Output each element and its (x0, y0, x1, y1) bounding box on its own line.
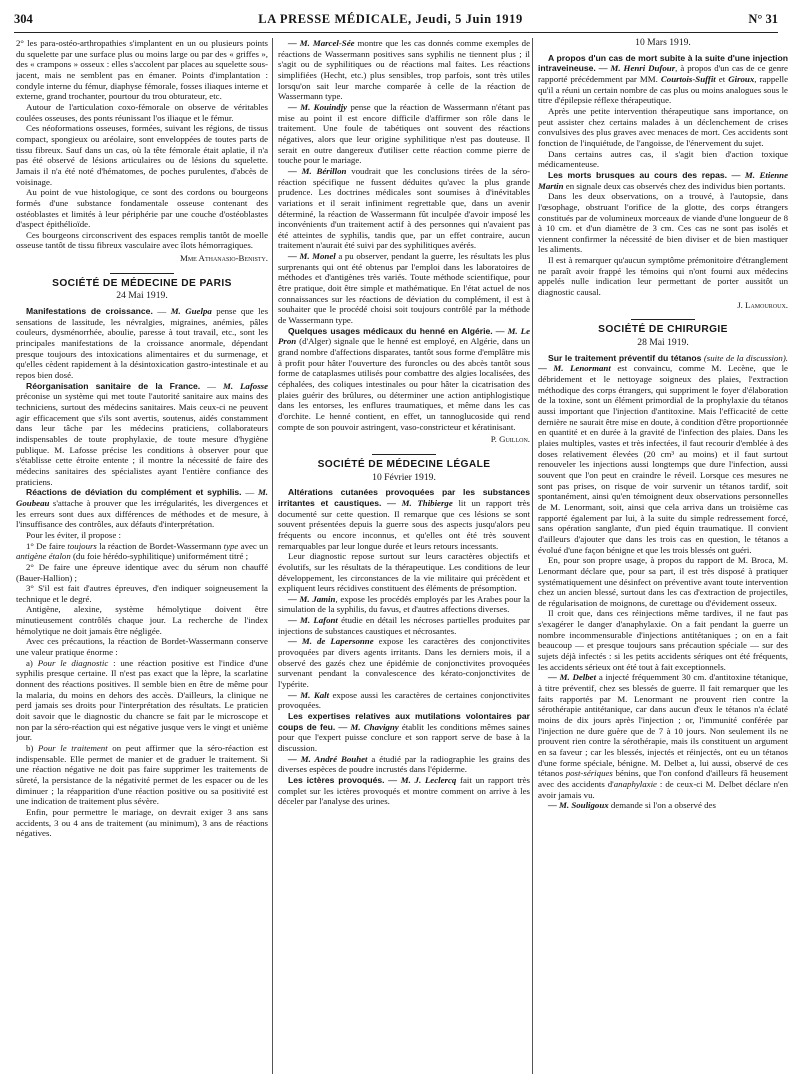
paragraph-text: a étudié par la radiographie les grains des diverses espèces de poudre incrustés dans l'épiderme. (278, 753, 530, 775)
paragraph: Dans certains autres cas, il s'agit bien d'action toxique médicamenteuse. (538, 148, 788, 170)
topic-heading: Altérations cutanées provoquées par les substances irritantes et caustiques. (278, 487, 530, 508)
author-name: — M. Lenormant (538, 363, 611, 374)
section-title: SOCIÉTÉ DE CHIRURGIE (598, 324, 728, 336)
page-number: 304 (14, 12, 33, 26)
paragraph: Pour les éviter, il propose : (26, 529, 121, 540)
paragraph-text: expose aussi les caractères de certaines conjonctivites provoquées. (278, 689, 530, 711)
paragraph (538, 53, 788, 106)
italic-text: toujours (67, 540, 97, 551)
paragraph: Après une petite intervention thérapeutique sans importance, on peut assister chez certains malades à un déclenchement de crises convulsives des plus graves avec menaces de mort. Ces accidents sont fonction de l'inquiétude, de l'angoisse, de l'énervement du sujet. (538, 105, 788, 148)
author-name: — M. Thibierge (387, 497, 453, 508)
paragraph-text: voudrait que les conclusions tirées de la séro-réaction spécifique ne fussent déduites qu'avec la plus grande prudence. Les doctrines médicales sont soumises à d'inévitables variations et il serait infiniment regrettable que, dans un avenir déterminé, la réaction de Wassermann fût inculpée d'avoir imposé les inconvénients d'un traitement actif à des personnes qui n'avaient pas été atteintes de syphilis, tandis que, par un effet contraire, aucun traitement n'aurait été suivi par des syphilitiques avérés. (278, 165, 530, 251)
paragraph-text: établit les conditions mêmes saines pour que l'expert puisse conclure et son rapport serve de base à la discussion. (278, 721, 530, 753)
paragraph-text: bénins, que l'on confond d'ailleurs fâ heusement avec des accidents d' (538, 768, 788, 789)
paragraph (278, 690, 530, 711)
author-name: M. Guelpa (170, 306, 212, 317)
journal-title: LA PRESSE MÉDICALE, Jeudi, 5 Juin 1919 (258, 12, 523, 26)
column-divider-1 (272, 38, 273, 1074)
section-title: SOCIÉTÉ DE MÉDECINE LÉGALE (317, 458, 491, 470)
paragraph (278, 251, 530, 326)
author-name: — M. Jamin (288, 593, 336, 604)
text: et (715, 73, 729, 84)
paragraph (278, 711, 530, 754)
text: (du foie hérédo-syphilitique) uniformément titré ; (70, 551, 249, 562)
author-name: — M. Kalt (288, 689, 330, 700)
paragraph-text: , expose les procédés employés par les Arabes pour la simulation de la syphilis, du favus, et d'autres affections diverses. (278, 593, 530, 615)
paragraph: Dans les deux observations, on a trouvé, à l'autopsie, dans l'œsophage, obstruant l'orifice de la glotte, des corps étrangers constitués par de volumineux morceaux de viande d'une longueur de 8 à 10 cm. et d'un diamètre de 3 cm. Ces cas ne sont pas isolés et viennent confirmer la nécessité de bien diviser et de bien mastiquer les aliments. (538, 191, 788, 255)
paragraph-text: en signale deux cas observés chez des individus bien portants. (563, 180, 786, 191)
author-name: — M. Henri Dufour (598, 63, 676, 74)
paragraph-text: , à propos d'un cas de ce genre rapporté précédemment par MM. (538, 63, 788, 84)
text: la réaction de Bordet-Wassermann (96, 540, 224, 551)
section-title: SOCIÉTÉ DE MÉDECINE DE PARIS (52, 277, 232, 289)
column-2 (278, 38, 530, 1078)
paragraph-text: a injecté fréquemment 30 cm. d'antitoxine tétanique, à titre préventif, chez ses blessés de guerre. Il fait remarquer que les faits rapportés par M. Lenormant ne prouvent rien contre la sérothérapie antitétanique, car dans aucun d'eux le tétanos n'a éclaté moins de dix jours après l'injection ; or, l'immunité conférée par l'injection ne dure guère que de 7 à 10 jours. Non seulement ils ne prouvent rien contre la sérothérapie, mais ils constituent un argument en sa faveur ; car les blessés, injectés et réinjectés, ont eu un tétanos d'une forme spéciale, bénigne. M. Delbet a, lui aussi, observé de ces tétanos (538, 672, 788, 779)
paragraph (278, 754, 530, 775)
paragraph (538, 170, 788, 191)
author-name: — M. Marcel-Sée (288, 38, 355, 48)
paragraph: 2° De faire une épreuve identique avec du sérum non chauffé (Bauer-Hallion) ; (16, 561, 268, 583)
author-name: M. Lafosse (222, 380, 268, 391)
section-date: 10 Mars 1919. (635, 38, 691, 48)
section-date: 28 Mai 1919. (637, 337, 689, 349)
section-rule (110, 273, 174, 274)
text: avec un (238, 540, 268, 551)
topic-heading: Les expertises relatives aux mutilations volontaires par coups de feu. (278, 711, 530, 732)
paragraph: Autour de l'articulation coxo-fémorale on observe de véritables coulées osseuses, des ponts réunissant l'os iliaque et le fémur. (16, 101, 268, 123)
paragraph (16, 541, 268, 562)
paragraph (16, 743, 268, 807)
paragraph-text: , rappelle qu'il a réuni un certain nombre de cas plus ou moins analogues sous le titre d'épilepsie réflexe thérapeutique. (538, 73, 788, 106)
paragraph-text: s'attache à prouver que les irrégularités, les divergences et les erreurs sont dues aux différences de méthodes et de mesure, à l'insuffisance des contrôles, aux défauts d'interprétation. (16, 497, 268, 530)
topic-heading: Réorganisation sanitaire de la France. (26, 380, 201, 391)
paragraph: Au point de vue histologique, ce sont des cordons ou bourgeons formés d'une substance fondamentale osseuse contenant des ostéoblastes et limités à leur périphérie par une couche d'ostéoblastes d'aspect épithélioïde. (16, 187, 268, 230)
paragraph: 3° S'il est fait d'autres épreuves, d'en indiquer soigneusement la technique et le degré. (16, 583, 268, 604)
section-rule (372, 454, 436, 455)
author-name: — M. Chavigny (338, 721, 399, 732)
paragraph-text: préconise un système qui met toute l'autorité sanitaire aux mains des techniciens, surtout des médecins sanitaires. Mais ceux-ci ne peuvent agir efficacement que s'ils sont avertis, soutenus, aidés constamment dans leur tâche par les médecins praticiens, collaborateurs indispensables de toute prophylaxie, de toute mesure d'hygiène publique. M. Lafosse précise les conditions à observer pour que s'établisse cette étroite entente ; il montre la nécessité de faire des médecins sanitaires des spécialistes ayant l'entière confiance des praticiens. (16, 391, 268, 487)
paragraph: Leur diagnostic repose surtout sur leurs caractères objectifs et évolutifs, sur les résultats de la thérapeutique. Les conditions de leur développement, les circonstances de la vie militaire qui précèdent et expliquent leurs récidives constituent des éléments de présomption. (278, 551, 530, 594)
topic-heading: Manifestations de croissance. (26, 306, 153, 317)
topic-heading: Quelques usages médicaux du henné en Algérie. (288, 325, 493, 336)
author-name: Giroux (728, 73, 755, 84)
author-name: — M. Delbet (548, 672, 597, 683)
paragraph: Réorganisation sanitaire de la France. — M. Lafosse préconise un système qui met toute l'autorité sanitaire aux mains des techniciens, surtout des médecins sanitaires. Mais ceux-ci ne peuvent agir efficacement que s'ils sont avertis, soutenus, aidés constamment dans leur tâche par les médecins praticiens, collaborateurs indispensables de toute prophylaxie, de toute mesure d'hygiène publique. M. Lafosse précise les conditions à observer pour que s'établisse cette étroite entente ; il montre la nécessité de faire des médecins sanitaires des spécialistes ayant l'entière confiance des praticiens. (16, 380, 268, 487)
column-divider-2 (532, 38, 533, 1074)
paragraph (278, 615, 530, 636)
author-name: — M. Kouindjy (288, 101, 348, 112)
signature: Mme Athanasio-Benisty. (179, 253, 268, 264)
paragraph: Avec ces précautions, la réaction de Bordet-Wassermann conserve une valeur pratique énorme : (16, 636, 268, 658)
topic-heading: A propos d'un cas de mort subite à la suite d'une injection intraveineuse. (538, 52, 788, 74)
paragraph-text: pense que la réaction de Wassermann n'étant pas mise au point il est encore difficile d'affirmer son rôle dans le traitement. Une foule de tabétiques ont souvent des réactions négatives, alors que leur origine syphilitique n'est pas douteuse. Il serait en outre dangereux d'utiliser cette réaction comme pierre de touche pour le mariage. (278, 101, 530, 166)
paragraph-text: est convaincu, comme M. Lecène, que le débridement et le nettoyage soigneux des plaies, l'extraction méthodique des corps étrangers, qui suppriment le foyer d'élaboration de la toxine, sont un élément primordial de la prophylaxie du tétanos aussi important que l'injection d'antitoxine. Mais l'efficacité de cette dernière ne saurait être mise en doute, à condition d'être proportionnée en quantité et en durée à la gravité de l'infection des plaies. Dans les plaies multiples, vastes et très infectées, il faut recourir d'emblée à des doses relativement élevées (20 cm³ au moins) et il faut surtout renouveler les injections aussi longtemps que dure l'infection, aussi souvent que l'on peut en craindre le réveil. Lorsque ces mesures ne sont pas prises, on risque de voir survenir un tétanos tardif, soit spontanément, ainsi qu'en témoignent deux observations personnelles de M. Lenormant, soit, ainsi que cela arriva dans un troisième cas rapporté également par lui, à la suite du simple redressement forcé, sans opération sanglante, d'un pied équin traumatique. Il convient d'ailleurs d'ajouter que dans les trois cas en question, le tétanos a évolué d'une façon bénigne et que les trois blessés ont guéri. (538, 363, 788, 555)
italic-text: post-sériques (565, 768, 613, 779)
paragraph: Manifestations de croissance. — M. Guelpa pense que les sensations de lassitude, les névralgies, migraines, anémies, pâles couleurs, dysménorrhée, aboulie, paresse à tout travail, etc., sont les principales manifestations de la croissance anormale, dépendant presque toujours des intoxications alimentaires et du surmenage, et qu'elles cèdent rapidement à la désintoxication gastro-intestinale et au repos bien dosé. (16, 306, 268, 381)
text: : une réaction positive est l'indice d'une syphilis presque certaine. Il n'est pas exact que la lèpre, la scarlatine donnent des réactions positives. Il semble bien en être de même pour la malaria, du moins en dehors des accès. D'ailleurs, la clinique ne perd jamais ses droits pour l'interprétation des résultats. Le praticien doit savoir que le diagnostic du chancre se fait par le microscope et non par la séro-réaction qui est négative jusque vers le vingt et unième jour. (16, 657, 268, 743)
paragraph: Ces néoformations osseuses, formées, suivant les régions, de tissus compact, spongieux ou aréolaire, sont enveloppées de toutes parts de tissu fibreux. Sauf dans un cas, où la tête fémorale était aplatie, il n'a pas été observé de lésions articulaires ou de lésions du squelette. Jamais il n'a été noté d'hématomes, de poches purulentes, d'abcès de voisinage. (16, 123, 268, 187)
paragraph: Antigène, alexine, système hémolytique doivent être minutieusement contrôlés chaque jour. La recherche de l'index hémolytique ne doit jamais être négligée. (16, 604, 268, 636)
author-name: — M. André Bouhet (288, 753, 368, 764)
paragraph-text: étudie en détail les nécroses partielles produites par injections de substances caustiques et nécrosantes. (278, 615, 530, 636)
paragraph-text: fait un rapport très complet sur les ictères provoqués et montre comment on arrive à les déceler par l'analyse des urines. (278, 774, 530, 807)
paragraph (278, 636, 530, 689)
paragraph-text: (d'Alger) signale que le henné est employé, en Algérie, dans un grand nombre d'affections disparates, tantôt sous forme d'emplâtre mis à profit pour hâter l'ouverture des furoncles ou des abcès tantôt sous forme de cataplasmes utilisés pour combattre des algies localisées, des céphalées, des coliques intestinales ou pour hâter la cicatrisation des plaies guérir des brûlures, ou déterminer une action antiphlogistique dans les entorses, les enflures traumatiques, et même dans les cas d'orchite. Le henné contient, en effet, un tannoglucoside qui rend compte de son pouvoir astringent, vaso-constricteur et kératinisant. (278, 336, 530, 432)
author-name: — M. Monel (288, 251, 336, 262)
page-header (14, 12, 778, 30)
text: b) (26, 743, 38, 753)
topic-heading: Les morts brusques au cours des repas. (548, 169, 728, 180)
topic-heading: Les ictères provoqués. (288, 774, 385, 785)
paragraph: Réactions de déviation du complément et syphilis. — M. Goubeau s'attache à prouver que les irrégularités, les divergences et les erreurs sont dues aux différences de méthodes et de mesure, à l'insuffisance des contrôles, aux défauts d'interprétation. (16, 487, 268, 530)
paragraph-text: pense que les sensations de lassitude, les névralgies, migraines, anémies, pâles couleurs, dysménorrhée, aboulie, paresse à tout travail, etc., sont les principales manifestations de la croissance anormale, dépendant presque toujours des intoxications alimentaires et du surmenage, et qu'elles cèdent rapidement à la désintoxication gastro-intestinale et au repos bien dosé. (16, 306, 268, 381)
paragraph-text: montre que les cas donnés comme exemples de réactions de Wassermann positives sans syphilis ne tiennent plus ; il s'agit ou de syphilitiques ou de réactions mal faites. Les réactions simplifiées (Hecht, etc.) plus sensibles, trop parfois, sont très utiles lorsqu'on sait leur marche comparée à celle de la réaction de Wassermann type. (278, 38, 530, 102)
italic-text: Pour le diagnostic (37, 657, 109, 668)
paragraph (538, 800, 788, 811)
paragraph: Enfin, pour permettre le mariage, on devrait exiger 3 ans sans accidents, 3 ou 4 ans de traitement (au minimum), 3 ans de réactions négatives. (16, 806, 268, 839)
paragraph (278, 775, 530, 807)
issue-number: N° 31 (748, 12, 778, 26)
italic-text: (suite de la discussion). (701, 352, 788, 363)
signature: J. Lamouroux. (737, 299, 788, 310)
author-name: — M. Etienne Martin (538, 169, 788, 191)
author-name: Courtois-Suffit (660, 73, 716, 84)
column-1 (16, 38, 268, 1078)
author-name: — M. J. Leclercq (388, 774, 457, 785)
paragraph-text: a pu observer, pendant la guerre, les résultats les plus surprenants qui ont été obtenus par l'emploi dans les laboratoires de méthodes et d'antigènes très variés. Toute méthode scientifique, pour être pratique, doit être simple et mathématique. En l'état actuel de nos connaissances sur les réactions de déviation du complément, il est à souhaiter que le procédé choisi soit toujours contrôlé par la méthode de Wassermann type. (278, 251, 530, 326)
column-3 (538, 38, 788, 1078)
paragraph (278, 38, 530, 102)
paragraph (278, 487, 530, 551)
header-rule (14, 32, 778, 33)
signature: P. Guillon. (490, 434, 530, 445)
paragraph (278, 594, 530, 615)
topic-heading: Sur le traitement préventif du tétanos (548, 352, 702, 363)
author-name: — M. Bérillon (288, 165, 347, 176)
italic-text: Pour le traitement (38, 743, 108, 753)
paragraph: En, pour son propre usage, à propos du rapport de M. Broca, M. Lenormant déclare que, pour sa part, il est très disposé à pratiquer systématiquement une désinfect on préventive avant toute intervention chez un ancien blessé, surtout dans les cas d'extraction de projectiles, de régularisation de moignons, de curettage ou d'évidement osseux. (538, 555, 788, 608)
paragraph (538, 353, 788, 555)
paragraph (16, 658, 268, 743)
author-name: — M. Lafont (288, 615, 338, 626)
paragraph-text: demande si l'on a observé des (608, 800, 716, 811)
paragraph: Il est à remarquer qu'aucun symptôme prémonitoire d'étranglement ne paraît avoir frappé les témoins qui n'ont fourni aux médecins appelés nulle indication leur permettant de porter aussitôt un diagnostic causal. (538, 255, 788, 298)
italic-text: anaphylaxie (613, 778, 657, 789)
paragraph (278, 102, 530, 166)
paragraph (538, 672, 788, 800)
paragraph (278, 166, 530, 251)
paragraph-text: expose les caractères des conjonctivites provoquées par divers agents irritants. Dans les derniers mois, il a observé des gazés chez une épidémie de conjonctivites provoquées survenant pendant la convalescence des kérato-conjonctivites de l'ypérite. (278, 636, 530, 690)
author-name: — M. de Lapersonne (288, 636, 374, 647)
paragraph: Ces bourgeons circonscrivent des espaces remplis tantôt de moelle osseuse tantôt de tissu fibreux vasculaire avec îlots hémorragiques. (16, 229, 268, 251)
author-name: M. Goubeau (16, 487, 268, 508)
paragraph-text: lit un rapport très documenté sur cette question. Il remarque que ces lésions se sont souvent présentées depuis la guerre sous des aspects jusqu'alors peu fréquents ou encore inconnus, et qu'elles ont été très souvent remarquables par leur longue durée et leurs retours incessants. (278, 497, 530, 551)
section-date: 10 Février 1919. (372, 471, 436, 483)
italic-text: type (223, 540, 239, 551)
paragraph (278, 326, 530, 433)
author-name: — M. Souligoux (548, 800, 609, 811)
text: a) (26, 657, 38, 668)
paragraph: Il croit que, dans ces réinjections même tardives, il ne faut pas s'exagérer le danger d'anaphylaxie. On a fait pendant la guerre un nombre incommensurable d'injections antitétaniques ; on en a fait beaucoup — et presque toujours sans précaution spéciale — sur des sujets déjà infectés : si les petits accidents sériques ont été fréquents, les accidents sérieux ont été tout à fait exceptionnels. (538, 608, 788, 672)
paragraph-text: : de ceux-ci M. Delbet déclare n'en avoir jamais vu. (538, 778, 788, 800)
text: on peut affirmer que la séro-réaction est indispensable. Elle permet de manier et de graduer le traitement. Si une réaction négative ne doit pas faire supprimer les traitements de sûreté, la persistance de la négativité permet de les espacer ou de les diminuer ; la réapparition d'une réaction positive ou sa positivité est une indication de traitement plus sévère. (16, 743, 268, 807)
section-rule (631, 319, 695, 320)
italic-text: antigène étalon (16, 551, 71, 562)
text: 1° De faire (26, 540, 68, 551)
topic-heading: Réactions de déviation du complément et syphilis. (26, 487, 242, 498)
section-date: 24 Mai 1919. (116, 290, 168, 302)
author-name: — M. Le Pron (278, 325, 530, 347)
paragraph: 2° les para-ostéo-arthropathies s'implantent en un ou plusieurs points du squelette par une surface plus ou moins large ou par des « griffes », des « crampons » osseux : elles s'accolent par places au squelette sous-jacent, mais ne semblent pas en émaner. Points d'implantation : condyle interne du fémur, diaphyse fémorale, fosses iliaques interne et externe, grand trochanter, pourtour du trou obturateur, etc. (16, 38, 268, 102)
